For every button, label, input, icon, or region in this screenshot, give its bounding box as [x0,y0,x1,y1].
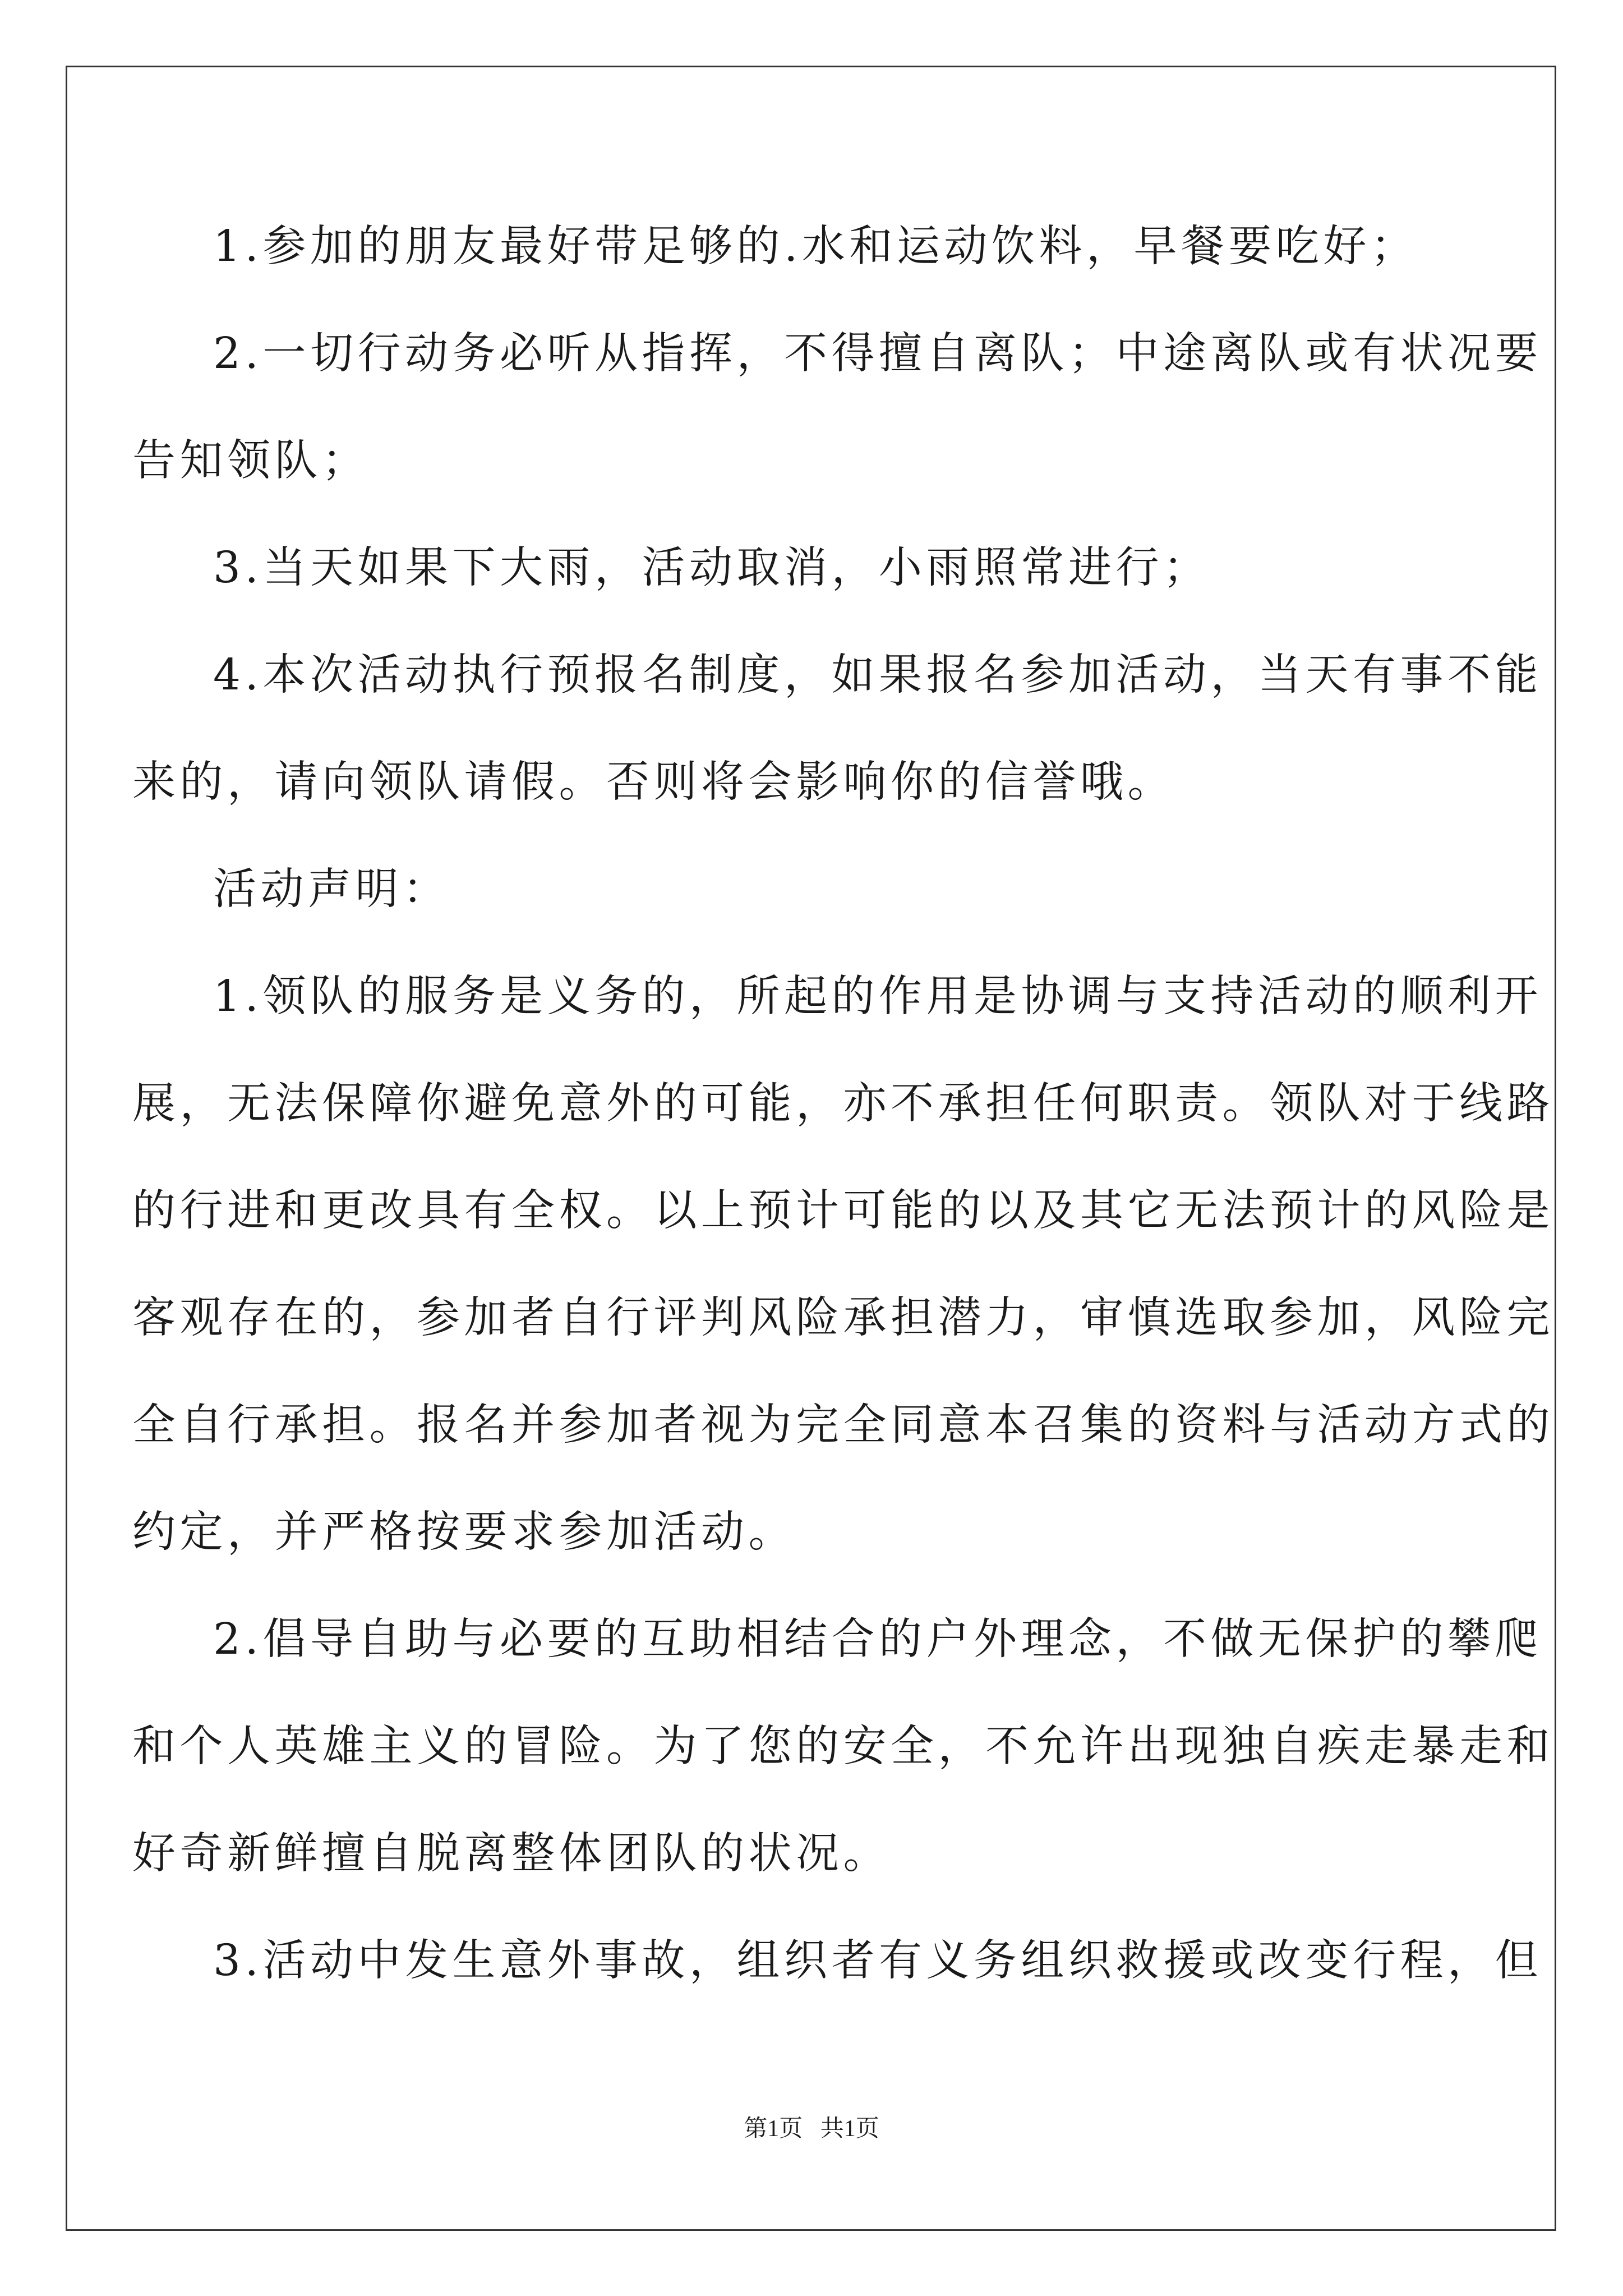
paragraph-line: 2.倡导自助与必要的互助相结合的户外理念，不做无保护的攀爬 [213,1614,1542,1664]
paragraph-line: 约定，并严格按要求参加活动。 [132,1507,796,1557]
paragraph-line: 2.一切行动务必听从指挥，不得擅自离队；中途离队或有状况要 [213,329,1542,379]
paragraph-line: 客观存在的，参加者自行评判风险承担潜力，审慎选取参加，风险完 [132,1293,1554,1343]
section-heading: 活动声明： [213,864,450,914]
paragraph-line: 3.当天如果下大雨，活动取消，小雨照常进行； [213,543,1211,593]
paragraph-line: 1.参加的朋友最好带足够的.水和运动饮料，早餐要吃好； [213,222,1418,272]
paragraph-line: 来的，请向领队请假。否则将会影响你的信誉哦。 [132,757,1175,807]
paragraph-line: 好奇新鲜擅自脱离整体团队的状况。 [132,1829,891,1879]
paragraph-line: 1.领队的服务是义务的，所起的作用是协调与支持活动的顺利开 [213,972,1542,1022]
paragraph-line: 的行进和更改具有全权。以上预计可能的以及其它无法预计的风险是 [132,1186,1554,1236]
paragraph-line: 和个人英雄主义的冒险。为了您的安全，不允许出现独自疾走暴走和 [132,1722,1554,1772]
paragraph-line: 全自行承担。报名并参加者视为完全同意本召集的资料与活动方式的 [132,1400,1554,1450]
paragraph-line: 3.活动中发生意外事故，组织者有义务组织救援或改变行程，但 [213,1936,1542,1986]
paragraph-line: 4.本次活动执行预报名制度，如果报名参加活动，当天有事不能 [213,650,1542,700]
page-number-footer: 第1页 共1页 [744,2116,879,2142]
paragraph-line: 告知领队； [132,436,370,486]
page-border [66,66,1556,2231]
paragraph-line: 展，无法保障你避免意外的可能，亦不承担任何职责。领队对于线路 [132,1079,1554,1129]
